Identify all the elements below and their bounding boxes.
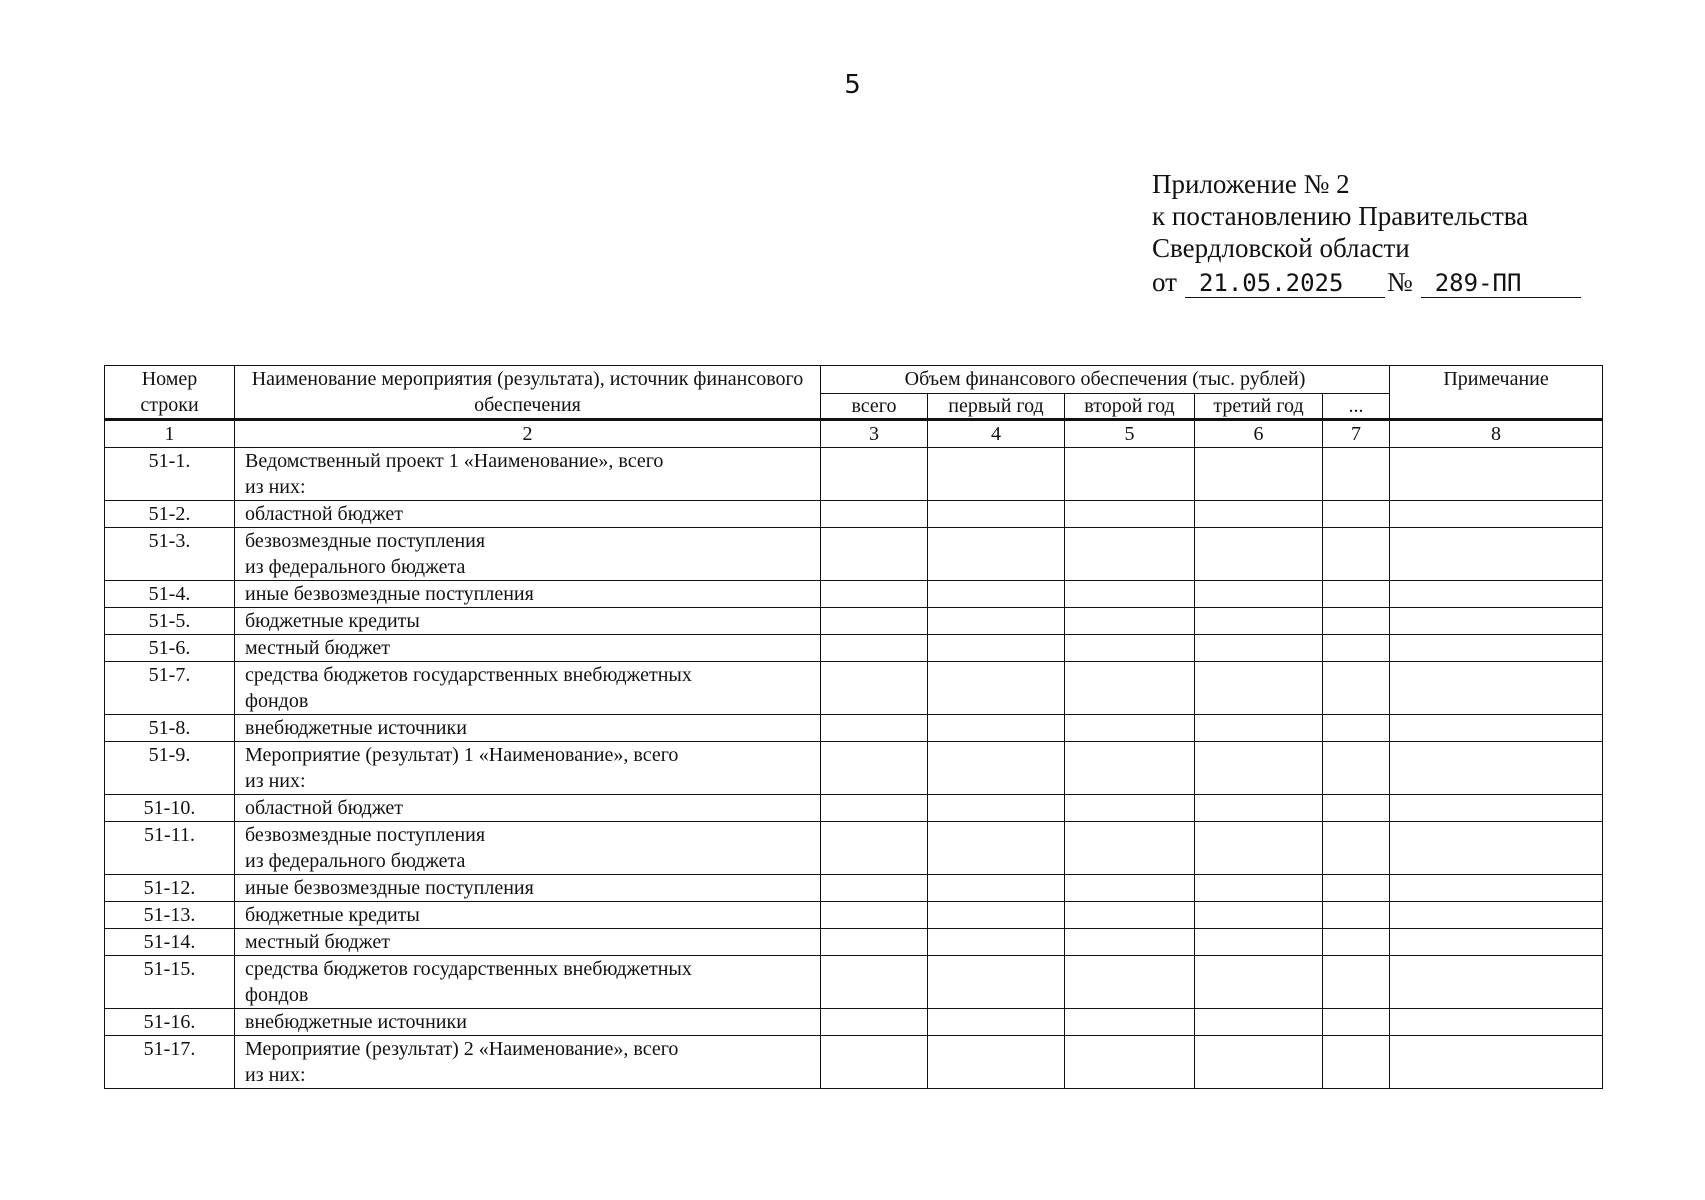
row-name-line: местный бюджет [245,931,390,953]
row-name-cell [235,528,821,581]
row-name-line: из них: [245,1064,306,1086]
from-label: от [1152,267,1177,297]
row-number-cell: 51-13. [105,902,235,929]
more-cell [1323,822,1390,875]
total-cell [821,742,928,795]
table-row [105,662,1603,715]
row-name-cell [235,501,821,528]
year1-cell [928,956,1065,1009]
row-name-line: из них: [245,476,306,498]
total-cell [821,1036,928,1089]
appendix-signature-line [1152,266,1581,298]
row-name-cell [235,662,821,715]
row-number-cell: 51-12. [105,875,235,902]
more-cell [1323,956,1390,1009]
resolution-number: 289-ПП [1421,269,1581,298]
row-name-line: Ведомственный проект 1 «Наименование», всего [245,450,664,472]
year3-cell [1195,742,1323,795]
total-cell [821,581,928,608]
row-name-cell [235,715,821,742]
more-cell [1323,902,1390,929]
year2-cell [1065,1009,1195,1036]
year3-cell [1195,715,1323,742]
year1-cell [928,635,1065,662]
header-year3: третий год [1195,393,1323,420]
row-number-cell: 51-14. [105,929,235,956]
total-cell [821,929,928,956]
column-index: 5 [1065,420,1195,448]
note-cell [1390,742,1603,795]
table-row [105,448,1603,501]
total-cell [821,501,928,528]
year2-cell [1065,635,1195,662]
year2-cell [1065,608,1195,635]
table-row [105,956,1603,1009]
row-number-cell: 51-4. [105,581,235,608]
note-cell [1390,1036,1603,1089]
year2-cell [1065,1036,1195,1089]
year3-cell [1195,662,1323,715]
row-name-cell [235,581,821,608]
row-name-cell [235,822,821,875]
more-cell [1323,608,1390,635]
more-cell [1323,715,1390,742]
row-number-cell: 51-11. [105,822,235,875]
note-cell [1390,875,1603,902]
row-number-cell: 51-8. [105,715,235,742]
row-name-line: безвозмездные поступления [245,824,486,846]
year1-cell [928,1036,1065,1089]
year3-cell [1195,875,1323,902]
financing-table [104,365,1603,1089]
row-name-cell [235,956,821,1009]
row-name-cell [235,1009,821,1036]
row-name-cell [235,902,821,929]
more-cell [1323,635,1390,662]
more-cell [1323,742,1390,795]
note-cell [1390,715,1603,742]
row-name-line: местный бюджет [245,637,390,659]
row-name-cell [235,742,821,795]
row-name-line: фондов [245,984,309,1006]
note-cell [1390,608,1603,635]
year2-cell [1065,795,1195,822]
year2-cell [1065,929,1195,956]
table-row [105,1036,1603,1089]
table-row [105,1009,1603,1036]
year2-cell [1065,501,1195,528]
total-cell [821,715,928,742]
row-name-line: внебюджетные источники [245,1011,467,1033]
note-cell [1390,822,1603,875]
year2-cell [1065,956,1195,1009]
table-row [105,929,1603,956]
total-cell [821,902,928,929]
appendix-resolution: к постановлению Правительства [1152,201,1529,231]
column-index: 3 [821,420,928,448]
number-sign: № [1386,267,1413,297]
row-name-line: бюджетные кредиты [245,904,420,926]
column-index: 6 [1195,420,1323,448]
note-cell [1390,635,1603,662]
year1-cell [928,822,1065,875]
year3-cell [1195,795,1323,822]
total-cell [821,795,928,822]
table-row [105,875,1603,902]
year3-cell [1195,822,1323,875]
year1-cell [928,902,1065,929]
row-name-line: областной бюджет [245,797,404,819]
table-row [105,742,1603,795]
year3-cell [1195,902,1323,929]
note-cell [1390,1009,1603,1036]
row-number-cell: 51-17. [105,1036,235,1089]
year1-cell [928,662,1065,715]
year3-cell [1195,501,1323,528]
year1-cell [928,581,1065,608]
more-cell [1323,875,1390,902]
table-row [105,581,1603,608]
year2-cell [1065,875,1195,902]
column-index: 1 [105,420,235,448]
total-cell [821,635,928,662]
table-row [105,608,1603,635]
row-name-line: фондов [245,690,309,712]
column-index: 8 [1390,420,1603,448]
row-name-line: Мероприятие (результат) 1 «Наименование», всего [245,744,679,766]
row-name-cell [235,1036,821,1089]
row-number-cell: 51-5. [105,608,235,635]
row-name-line: областной бюджет [245,503,404,525]
total-cell [821,448,928,501]
year1-cell [928,528,1065,581]
more-cell [1323,795,1390,822]
page-number: 5 [844,70,861,100]
row-name-line: средства бюджетов государственных внебюджетных [245,664,692,686]
year1-cell [928,795,1065,822]
row-name-line: безвозмездные поступления [245,530,486,552]
appendix-title: Приложение № 2 [1152,169,1350,199]
note-cell [1390,448,1603,501]
year2-cell [1065,448,1195,501]
note-cell [1390,662,1603,715]
column-index: 7 [1323,420,1390,448]
year1-cell [928,929,1065,956]
total-cell [821,608,928,635]
column-index: 4 [928,420,1065,448]
table-row [105,635,1603,662]
more-cell [1323,1036,1390,1089]
header-year1: первый год [928,393,1065,420]
year3-cell [1195,929,1323,956]
row-number-cell: 51-15. [105,956,235,1009]
row-name-line: иные безвозмездные поступления [245,583,534,605]
row-name-line: внебюджетные источники [245,717,467,739]
year1-cell [928,742,1065,795]
row-name-line: из федерального бюджета [245,556,466,578]
table-row [105,822,1603,875]
row-number-cell: 51-3. [105,528,235,581]
table-row [105,501,1603,528]
year1-cell [928,501,1065,528]
year3-cell [1195,528,1323,581]
year2-cell [1065,742,1195,795]
table-row [105,528,1603,581]
more-cell [1323,929,1390,956]
header-volume: Объем финансового обеспечения (тыс. рублей) [821,366,1390,394]
row-number-cell: 51-10. [105,795,235,822]
row-number-cell: 51-2. [105,501,235,528]
note-cell [1390,501,1603,528]
year3-cell [1195,608,1323,635]
header-year2: второй год [1065,393,1195,420]
table-row [105,795,1603,822]
year2-cell [1065,902,1195,929]
column-index: 2 [235,420,821,448]
total-cell [821,662,928,715]
row-number-cell: 51-6. [105,635,235,662]
table-body [105,448,1603,1089]
year1-cell [928,715,1065,742]
table-row [105,715,1603,742]
row-name-line: средства бюджетов государственных внебюджетных [245,958,692,980]
resolution-date: 21.05.2025 [1185,269,1385,298]
row-number-cell: 51-7. [105,662,235,715]
year2-cell [1065,662,1195,715]
note-cell [1390,902,1603,929]
row-name-cell [235,875,821,902]
row-name-line: иные безвозмездные поступления [245,877,534,899]
row-name-cell [235,795,821,822]
row-name-line: из них: [245,770,306,792]
year1-cell [928,608,1065,635]
note-cell [1390,528,1603,581]
note-cell [1390,956,1603,1009]
year3-cell [1195,635,1323,662]
total-cell [821,956,928,1009]
year2-cell [1065,715,1195,742]
year2-cell [1065,581,1195,608]
year1-cell [928,448,1065,501]
row-name-cell [235,608,821,635]
header-more: ... [1323,393,1390,420]
total-cell [821,1009,928,1036]
note-cell [1390,581,1603,608]
total-cell [821,528,928,581]
year3-cell [1195,448,1323,501]
year2-cell [1065,528,1195,581]
row-number-cell: 51-16. [105,1009,235,1036]
note-cell [1390,795,1603,822]
row-number-cell: 51-1. [105,448,235,501]
year1-cell [928,1009,1065,1036]
year3-cell [1195,581,1323,608]
year3-cell [1195,1009,1323,1036]
more-cell [1323,662,1390,715]
more-cell [1323,581,1390,608]
row-name-line: бюджетные кредиты [245,610,420,632]
row-name-cell [235,635,821,662]
more-cell [1323,448,1390,501]
row-name-line: из федерального бюджета [245,850,466,872]
appendix-region: Свердловской области [1152,233,1410,263]
year3-cell [1195,956,1323,1009]
total-cell [821,875,928,902]
header-row-number: Номер строки [105,366,235,420]
row-number-cell: 51-9. [105,742,235,795]
table-row [105,902,1603,929]
header-name: Наименование мероприятия (результата), источник финансового обеспечения [235,366,821,420]
row-name-cell [235,929,821,956]
appendix-block [1152,168,1581,298]
more-cell [1323,501,1390,528]
header-note: Примечание [1390,366,1603,420]
row-name-line: Мероприятие (результат) 2 «Наименование», всего [245,1038,679,1060]
note-cell [1390,929,1603,956]
total-cell [821,822,928,875]
header-total: всего [821,393,928,420]
year3-cell [1195,1036,1323,1089]
more-cell [1323,528,1390,581]
year1-cell [928,875,1065,902]
more-cell [1323,1009,1390,1036]
year2-cell [1065,822,1195,875]
row-name-cell [235,448,821,501]
